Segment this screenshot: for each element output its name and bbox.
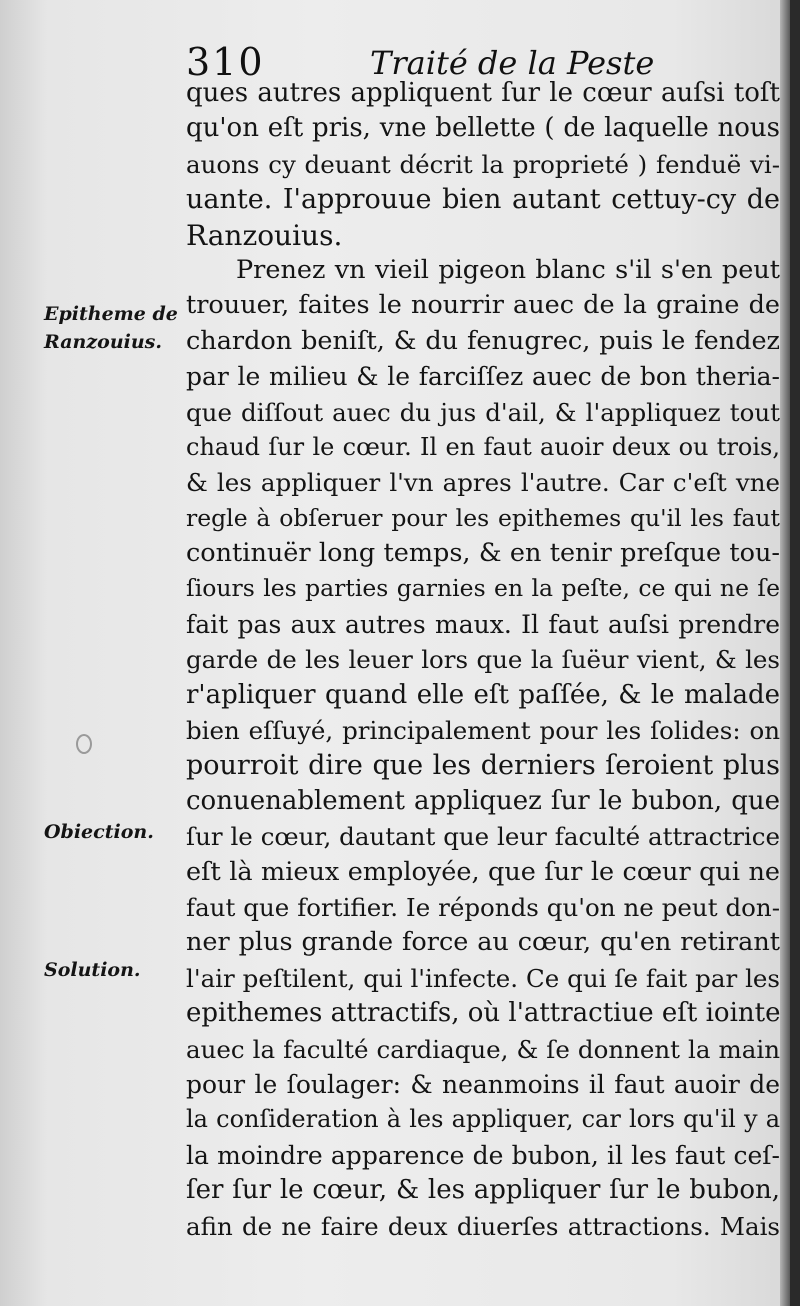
margin-note-solution: Solution. [44,959,141,981]
page-edge [780,0,790,1306]
text-line: uante. I'approuue bien autant cettuy-cy de [186,184,780,216]
text-line: qu'on eſt pris, vne bellette ( de laquelle nous [186,113,780,144]
margin-note-obiection: Obiection. [44,821,154,843]
text-line: garde de les leuer lors que la ſuëur vient, & les [186,645,780,675]
ink-bleed-mark [76,734,92,754]
text-line: ſiours les parties garnies en la peſte, ce qui ne ſe [186,574,780,603]
text-line: ſur le cœur, dautant que leur faculté attractrice [186,822,780,852]
text-line: bien eſſuyé, principalement pour les ſolides: on [186,716,780,746]
text-line: auec la faculté cardiaque, & ſe donnent la main [186,1034,780,1064]
text-line: ques autres appliquent ſur le cœur auſsi toſt [186,78,780,108]
text-line: eſt là mieux employée, que ſur le cœur qui ne [186,856,780,887]
text-line: ſer ſur le cœur, & les appliquer ſur le bubon, [186,1175,780,1206]
text-line: chardon beniſt, & du fenugrec, puis le fendez [186,325,780,356]
text-line: pourroit dire que les derniers ſeroient plus [186,750,780,782]
margin-note-line: Ranzouius. [44,331,162,353]
text-line: Prenez vn vieil pigeon blanc s'il s'en peut [236,254,780,285]
text-line: que diſſout auec du jus d'ail, & l'appliquez tout [186,397,780,427]
text-line: auons cy deuant décrit la proprieté ) fenduë vi- [186,149,780,179]
margin-note-epitheme [44,300,178,356]
text-line: afin de ne faire deux diuerſes attractions. Mais [186,1211,780,1241]
running-title: Traité de la Peste [370,44,655,82]
text-line: par le milieu & le farciſſez auec de bon theria- [186,362,780,392]
page-number: 310 [186,40,265,84]
text-line: chaud ſur le cœur. Il en faut auoir deux ou trois, [186,432,780,461]
text-line: conuenablement appliquez ſur le bubon, que [186,785,780,816]
text-line: regle à obſeruer pour les epithemes qu'il les faut [186,503,780,532]
text-line: r'apliquer quand elle eſt paſſée, & le malade [186,679,780,710]
text-line: ner plus grande force au cœur, qu'en retirant [186,927,780,958]
body-text [186,76,780,1244]
text-line: la moindre apparence de bubon, il les faut ceſ- [186,1140,780,1170]
text-line: Ranzouius. [186,218,343,252]
text-line: l'air peſtilent, qui l'infecte. Ce qui ſe fait par les [186,963,780,993]
text-line: faut que fortifier. Ie réponds qu'on ne peut don- [186,892,780,922]
margin-note-line: Epitheme de [44,303,178,325]
text-line: fait pas aux autres maux. Il faut auſsi prendre [186,609,780,639]
text-line: pour le ſoulager: & neanmoins il faut auoir de [186,1069,780,1099]
text-line: continuër long temps, & en tenir preſque tou- [186,538,780,569]
text-line: trouuer, faites le nourrir auec de la graine de [186,290,780,321]
text-line: epithemes attractifs, où l'attractiue eſt iointe [186,998,781,1029]
text-line: la conſideration à les appliquer, car lors qu'il y a [186,1105,780,1134]
text-line: & les appliquer l'vn apres l'autre. Car c'eſt vne [186,468,780,498]
